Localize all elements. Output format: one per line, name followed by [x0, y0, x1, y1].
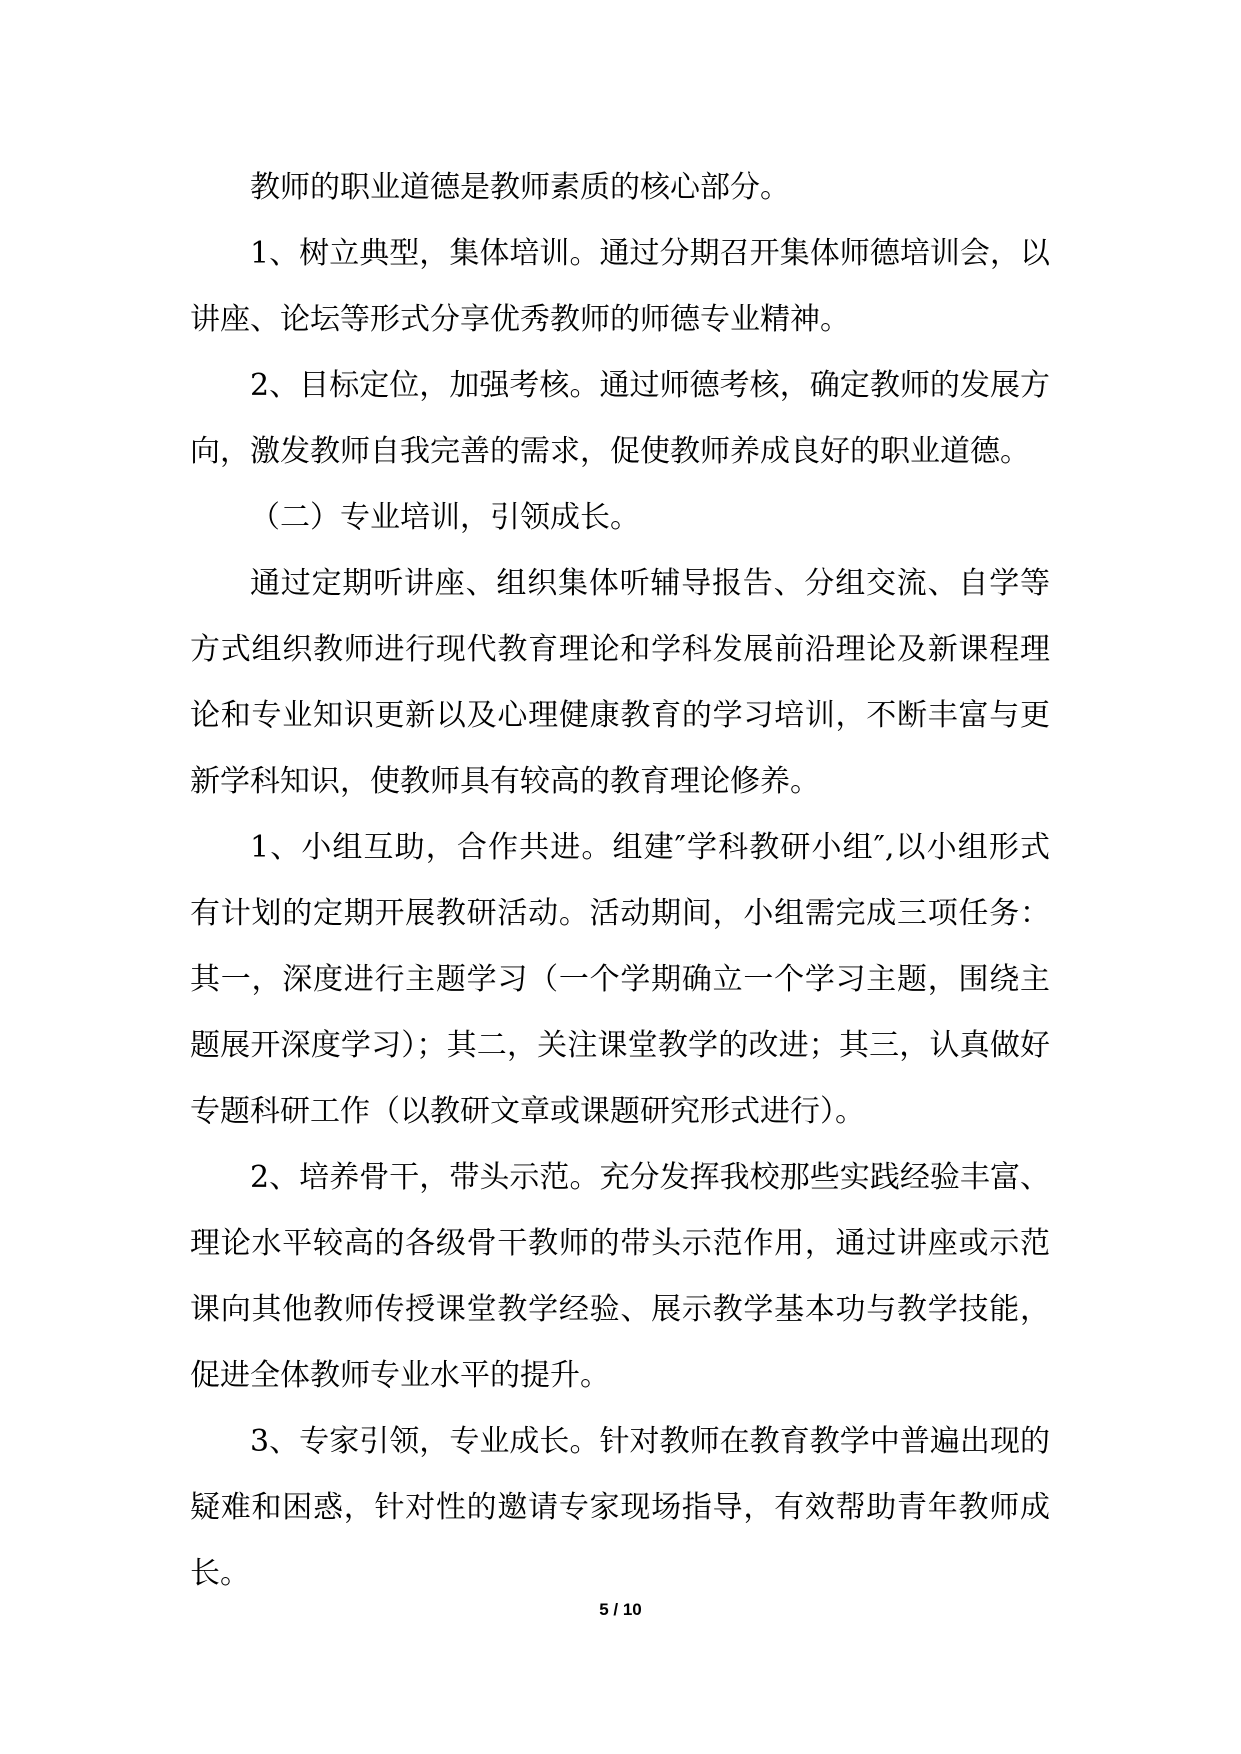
paragraph-item-3-expert-guidance: 3、专家引领，专业成长。针对教师在教育教学中普遍出现的疑难和困惑，针对性的邀请专家现场指导，有效帮助青年教师成长。 [190, 1424, 1050, 1591]
paragraph-item-2-backbone-demonstration: 2、培养骨干，带头示范。充分发挥我校那些实践经验丰富、理论水平较高的各级骨干教师的带头示范作用，通过讲座或示范课向其他教师传授课堂教学经验、展示教学基本功与教学技能，促进全体教师专业水平的提升。 [190, 1160, 1050, 1393]
document-body [190, 155, 1050, 1607]
paragraph-training-methods: 通过定期听讲座、组织集体听辅导报告、分组交流、自学等方式组织教师进行现代教育理论和学科发展前沿理论及新课程理论和专业知识更新以及心理健康教育的学习培训，不断丰富与更新学科知识，使教师具有较高的教育理论修养。 [190, 566, 1050, 799]
page-number: 5 / 10 [599, 1600, 642, 1619]
paragraph-intro: 教师的职业道德是教师素质的核心部分。 [250, 170, 790, 205]
paragraph-item-1-group-mutual-aid: 1、小组互助，合作共进。组建″学科教研小组″,以小组形式有计划的定期开展教研活动。活动期间，小组需完成三项任务：其一，深度进行主题学习（一个学期确立一个学习主题，围绕主题展开深度学习）；其二，关注课堂教学的改进；其三，认真做好专题科研工作（以教研文章或课题研究形式进行）。 [190, 830, 1050, 1129]
section-heading-professional-training: （二）专业培训，引领成长。 [250, 500, 640, 535]
paragraph-item-2-goal-assessment: 2、目标定位，加强考核。通过师德考核，确定教师的发展方向，激发教师自我完善的需求，促使教师养成良好的职业道德。 [190, 368, 1050, 469]
paragraph-item-1-typical-training: 1、树立典型，集体培训。通过分期召开集体师德培训会，以讲座、论坛等形式分享优秀教师的师德专业精神。 [190, 236, 1050, 337]
